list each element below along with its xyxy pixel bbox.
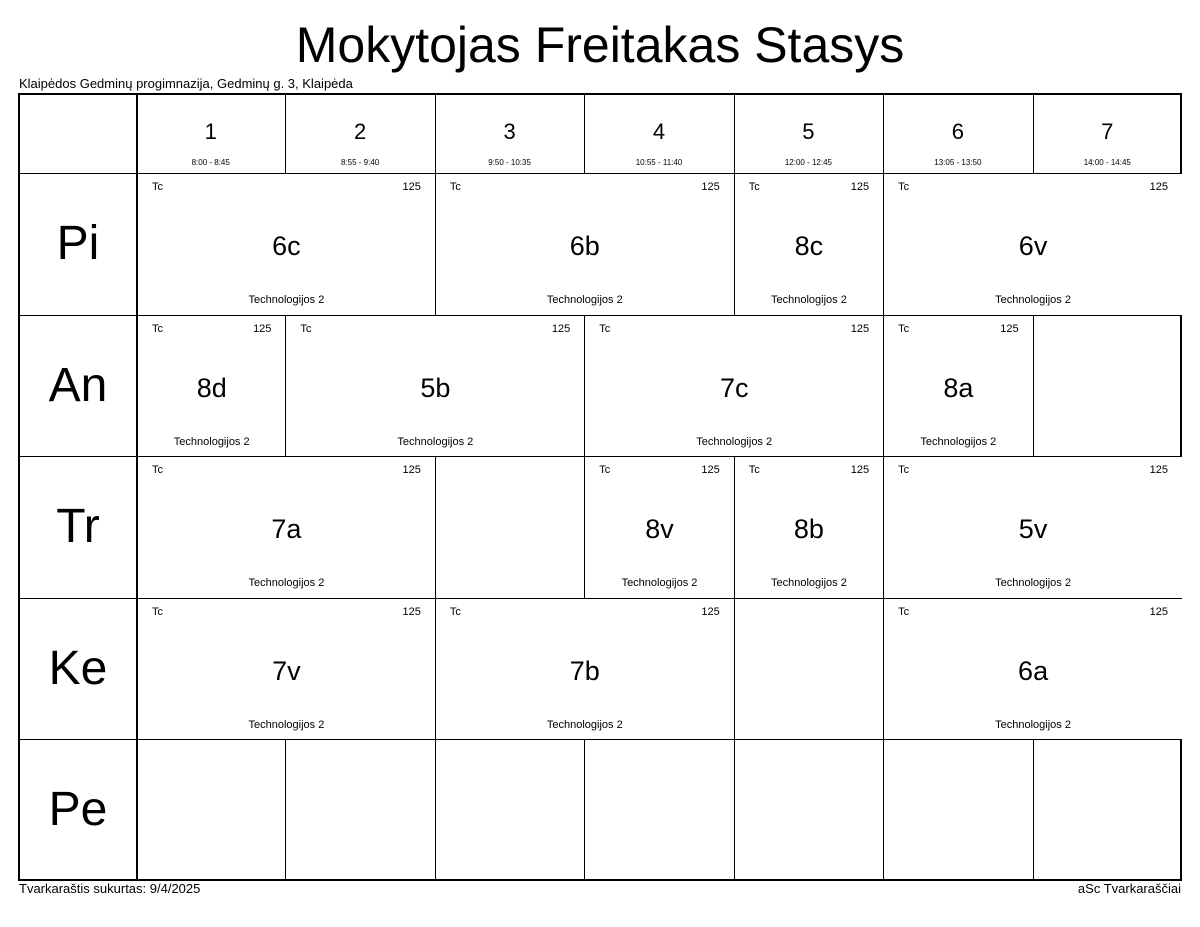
lesson-room: 125	[253, 322, 272, 335]
lesson-card[interactable]	[735, 457, 883, 598]
lesson-class: 5b	[420, 372, 451, 403]
lesson-room: 125	[551, 322, 571, 335]
lesson-subject-code: Tc	[449, 605, 461, 618]
lesson-card[interactable]	[884, 174, 1182, 315]
lesson-subject-code: Tc	[152, 322, 163, 335]
day-label: An	[48, 358, 108, 412]
lesson-subject-name: Technologijos 2	[248, 718, 325, 731]
lesson-subject-name: Technologijos 2	[771, 294, 847, 306]
lesson-class: 7c	[719, 372, 749, 403]
period-time: 9:50 - 10:35	[488, 158, 531, 167]
lesson-card[interactable]	[436, 174, 734, 315]
lesson-subject-name: Technologijos 2	[546, 718, 623, 731]
lesson-class: 8b	[793, 514, 824, 545]
lesson-subject-name: Technologijos 2	[397, 435, 474, 448]
period-header-2	[285, 95, 434, 173]
lesson-room: 125	[701, 464, 720, 477]
lesson-subject-code: Tc	[449, 181, 461, 193]
lesson-card[interactable]	[884, 457, 1182, 598]
lesson-class: 8v	[645, 514, 674, 545]
lesson-subject-name: Technologijos 2	[995, 718, 1071, 731]
lesson-room: 125	[1149, 605, 1168, 618]
lesson-subject-code: Tc	[748, 181, 760, 193]
lesson-card[interactable]	[585, 316, 883, 457]
lesson-subject-name: Technologijos 2	[248, 577, 325, 590]
period-header-1	[136, 95, 285, 173]
period-number: 6	[951, 119, 964, 144]
lesson-subject-name: Technologijos 2	[995, 577, 1071, 590]
lesson-room: 125	[1000, 322, 1019, 335]
lesson-room: 125	[402, 464, 421, 477]
day-label: Ke	[48, 641, 108, 695]
lesson-subject-code: Tc	[898, 605, 910, 618]
lesson-class: 7a	[271, 514, 302, 545]
lesson-room: 125	[402, 181, 421, 193]
lesson-card[interactable]	[138, 316, 285, 457]
lesson-card[interactable]	[286, 316, 584, 457]
lesson-card[interactable]	[585, 457, 733, 598]
period-header-3	[435, 95, 584, 173]
lesson-room: 125	[701, 605, 720, 618]
period-time: 13:05 - 13:50	[934, 158, 982, 167]
lesson-subject-name: Technologijos 2	[995, 294, 1071, 306]
lesson-subject-code: Tc	[898, 464, 910, 477]
lesson-subject-name: Technologijos 2	[696, 435, 773, 448]
lesson-subject-code: Tc	[152, 605, 163, 618]
period-time: 8:00 - 8:45	[191, 158, 230, 167]
lesson-class: 8d	[196, 372, 227, 403]
lesson-class: 6c	[272, 231, 301, 261]
lesson-subject-code: Tc	[898, 181, 910, 193]
lesson-card[interactable]	[884, 316, 1032, 457]
lesson-subject-name: Technologijos 2	[546, 294, 623, 306]
lesson-card[interactable]	[138, 457, 435, 598]
period-number: 3	[503, 119, 516, 144]
lesson-room: 125	[701, 181, 720, 193]
lesson-card[interactable]	[884, 599, 1182, 740]
lesson-class: 6b	[569, 231, 600, 261]
period-number: 4	[652, 119, 666, 144]
period-header-7	[1033, 95, 1182, 173]
period-time: 8:55 - 9:40	[341, 158, 380, 167]
page-title: Mokytojas Freitakas Stasys	[295, 17, 905, 73]
timetable-grid	[18, 93, 1182, 881]
day-label: Pi	[56, 217, 100, 270]
period-number: 7	[1101, 119, 1114, 144]
day-label: Tr	[56, 500, 100, 554]
lesson-room: 125	[850, 322, 870, 335]
lesson-card[interactable]	[735, 174, 883, 315]
lesson-class: 5v	[1018, 514, 1048, 545]
lesson-class: 8c	[794, 231, 824, 261]
lesson-subject-name: Technologijos 2	[621, 577, 698, 590]
lesson-room: 125	[402, 605, 421, 618]
lesson-card[interactable]	[436, 599, 734, 740]
lesson-subject-name: Technologijos 2	[920, 435, 997, 448]
lesson-card[interactable]	[138, 174, 435, 315]
lesson-class: 7v	[272, 655, 301, 686]
period-header-5	[734, 95, 883, 173]
school-address: Klaipėdos Gedminų progimnazija, Gedminų g. 3, Klaipėda	[19, 76, 353, 91]
lesson-room: 125	[1149, 464, 1168, 477]
day-label: Pe	[48, 783, 108, 837]
lesson-class: 6v	[1018, 231, 1048, 261]
lesson-subject-name: Technologijos 2	[771, 577, 847, 590]
lesson-room: 125	[850, 464, 870, 477]
lesson-subject-code: Tc	[300, 322, 312, 335]
period-number: 2	[354, 119, 367, 144]
footer-created-date: Tvarkaraštis sukurtas: 9/4/2025	[19, 881, 201, 896]
grid-divider	[20, 739, 1180, 740]
period-header-6	[883, 95, 1032, 173]
lesson-subject-code: Tc	[748, 464, 760, 477]
period-number: 5	[802, 119, 815, 144]
lesson-subject-code: Tc	[152, 181, 163, 193]
period-header-4	[584, 95, 733, 173]
lesson-subject-name: Technologijos 2	[248, 294, 325, 306]
lesson-room: 125	[1149, 181, 1168, 193]
lesson-subject-name: Technologijos 2	[173, 435, 250, 448]
lesson-subject-code: Tc	[898, 322, 910, 335]
period-time: 10:55 - 11:40	[635, 158, 683, 167]
lesson-room: 125	[850, 181, 870, 193]
lesson-subject-code: Tc	[152, 464, 163, 477]
period-number: 1	[204, 119, 217, 144]
lesson-class: 7b	[569, 655, 600, 686]
period-time: 14:00 - 14:45	[1083, 158, 1131, 167]
footer-brand: aSc Tvarkaraščiai	[1077, 881, 1181, 896]
lesson-class: 6a	[1018, 655, 1049, 686]
lesson-card[interactable]	[138, 599, 435, 740]
lesson-subject-code: Tc	[599, 464, 611, 477]
period-time: 12:00 - 12:45	[784, 158, 832, 167]
lesson-subject-code: Tc	[599, 322, 611, 335]
lesson-class: 8a	[943, 372, 974, 403]
